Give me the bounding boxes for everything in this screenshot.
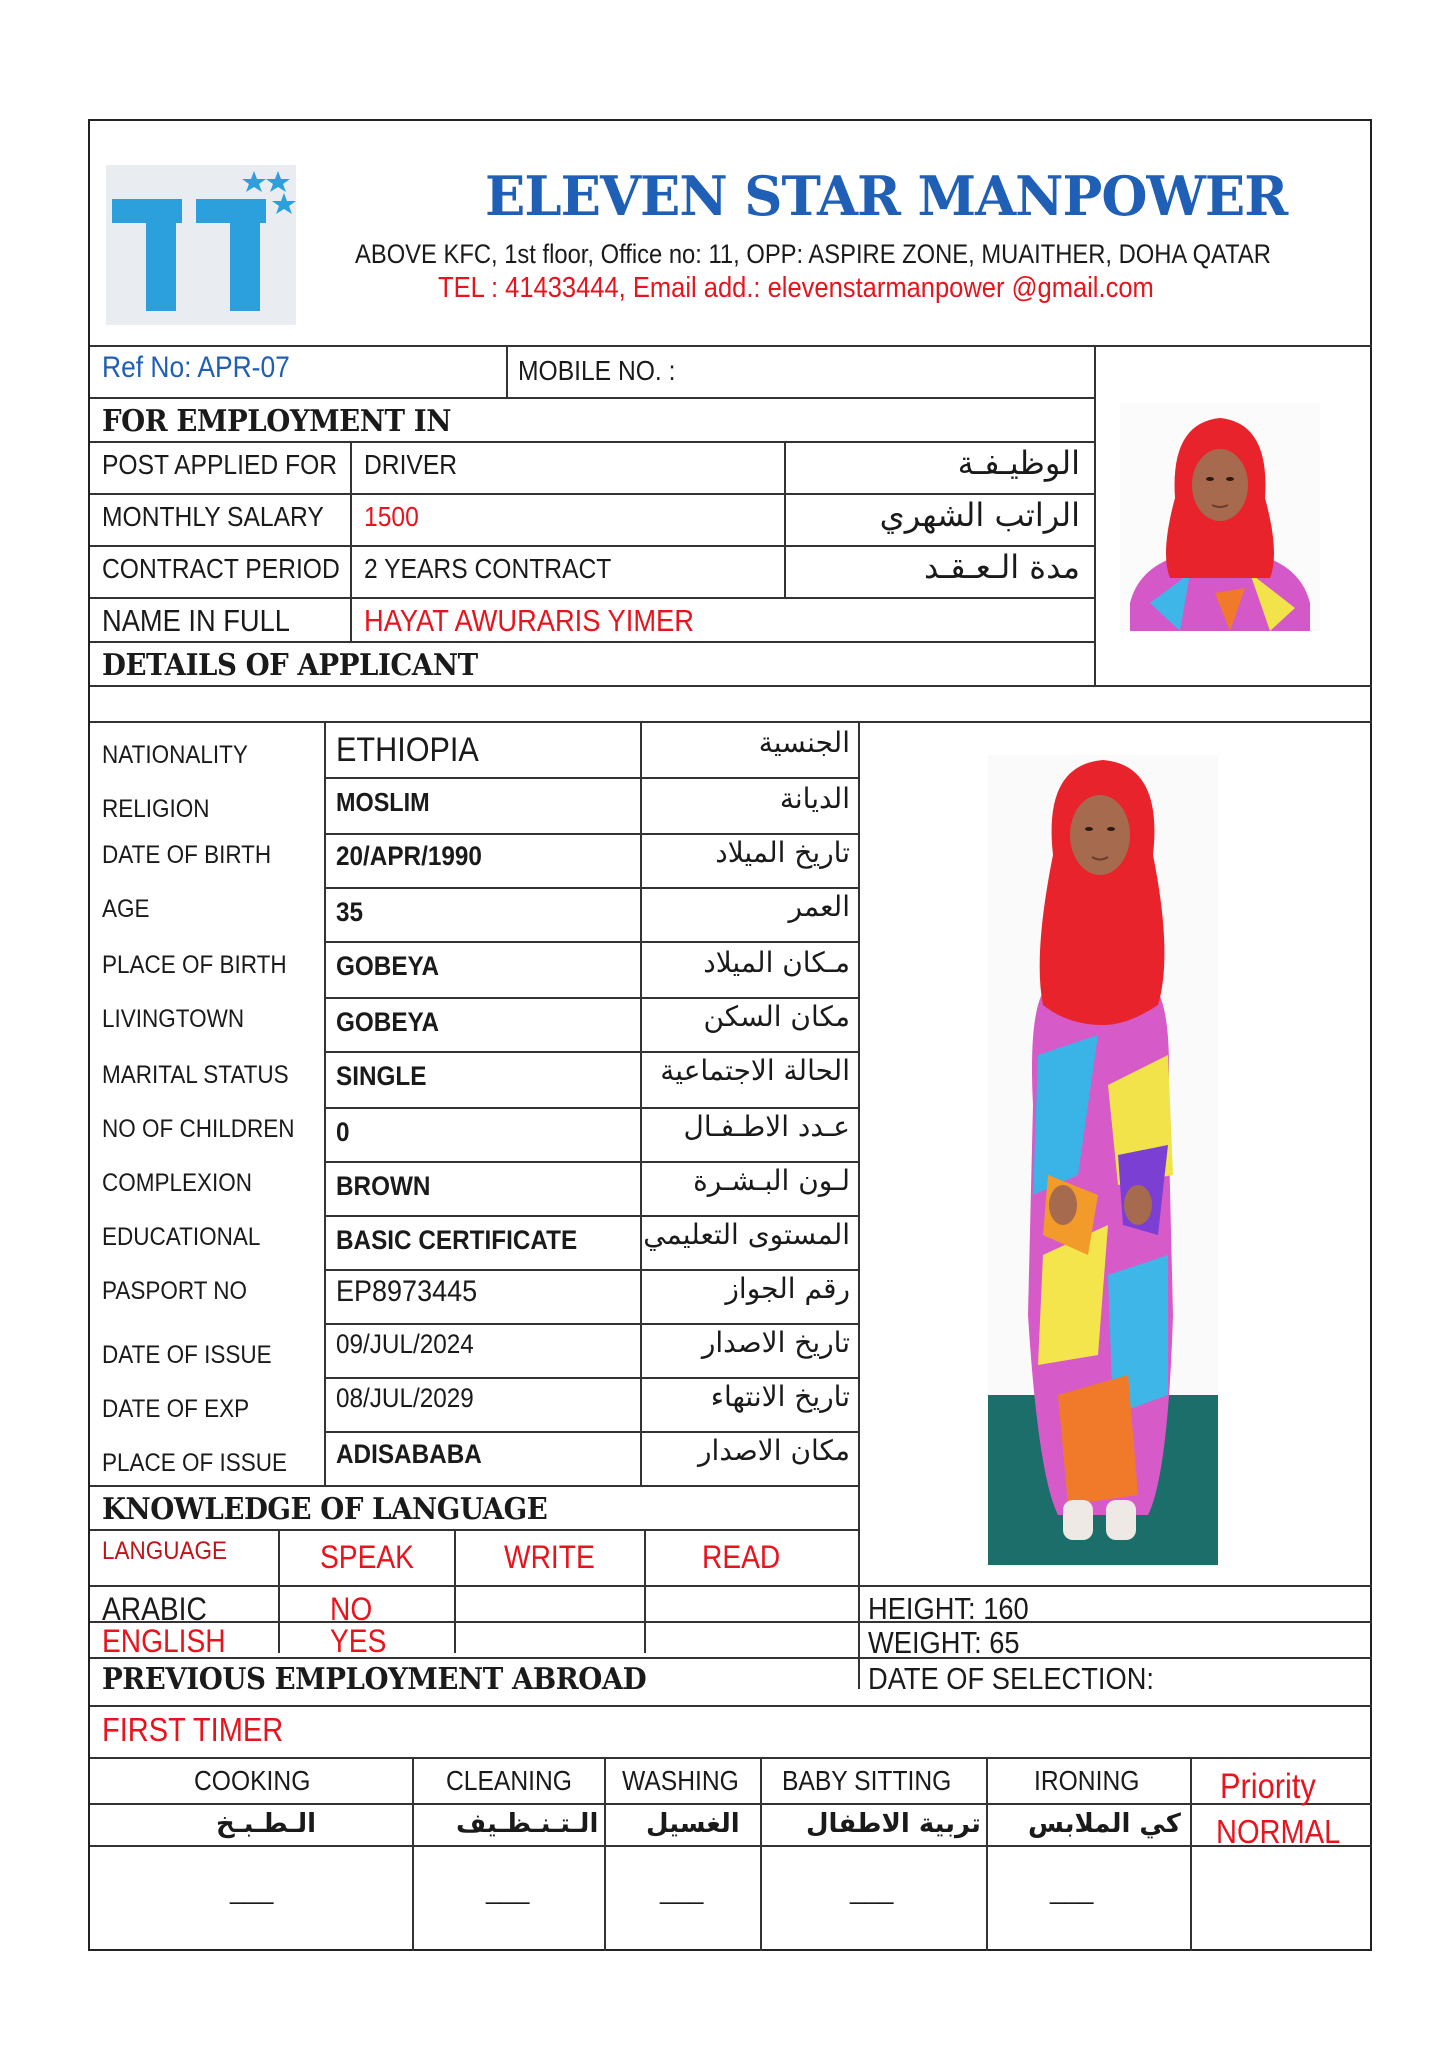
detail-arabic: تاريخ الميلاد [715,836,850,869]
detail-value: MOSLIM [336,787,430,817]
detail-value: 35 [336,897,364,927]
detail-arabic: عـدد الاطـفـال [683,1110,850,1143]
detail-label: LIVINGTOWN [102,1005,245,1033]
details-section-title: DETAILS OF APPLICANT [102,648,478,683]
previous-employment-value: FIRST TIMER [102,1711,284,1748]
detail-label: DATE OF ISSUE [102,1341,272,1369]
detail-value: ETHIOPIA [336,731,479,769]
detail-value: BASIC CERTIFICATE [336,1225,578,1255]
employment-label: CONTRACT PERIOD [102,553,340,584]
language-name: ENGLISH [102,1623,226,1659]
skill-arabic: الـطـبـخ [216,1809,317,1839]
detail-label: COMPLEXION [102,1169,253,1197]
language-header-speak: SPEAK [320,1539,414,1575]
employment-value: 1500 [364,501,419,532]
ref-number: Ref No: APR-07 [102,351,290,384]
company-contact: TEL : 41433444, Email add.: elevenstarmanpower @gmail.com [438,272,1154,304]
skill-arabic: الـتـنـظـيف [456,1809,599,1839]
detail-value: BROWN [336,1171,431,1201]
detail-arabic: مكان الاصدار [698,1434,850,1467]
detail-value: 08/JUL/2029 [336,1383,474,1413]
applicant-full-body-photo [988,755,1218,1565]
applicant-portrait-photo [1120,403,1320,631]
language-header-language: LANGUAGE [102,1537,228,1565]
detail-arabic: رقم الجواز [725,1272,850,1305]
detail-label: PASPORT NO [102,1277,248,1305]
skill-value: ___ [486,1875,530,1905]
priority-value: NORMAL [1216,1813,1341,1850]
detail-arabic: المستوى التعليمي [643,1218,850,1251]
detail-value: ADISABABA [336,1439,482,1469]
skill-label: WASHING [622,1765,739,1796]
employment-label: MONTHLY SALARY [102,501,324,532]
company-address: ABOVE KFC, 1st floor, Office no: 11, OPP: ASPIRE ZONE, MUAITHER, DOHA QATAR [355,239,1271,269]
skill-value: ___ [230,1875,274,1905]
detail-label: MARITAL STATUS [102,1061,289,1089]
language-speak: YES [330,1623,387,1659]
detail-arabic: مـكان الميلاد [703,946,850,979]
detail-arabic: الحالة الاجتماعية [660,1054,850,1087]
detail-label: PLACE OF BIRTH [102,951,287,979]
detail-arabic: تاريخ الانتهاء [710,1380,850,1413]
skill-label: BABY SITTING [782,1765,952,1796]
company-logo [106,165,296,325]
detail-arabic: تاريخ الاصدار [701,1326,850,1359]
detail-arabic: مكان السكن [703,1000,850,1033]
detail-value: 20/APR/1990 [336,841,482,871]
skill-label: CLEANING [446,1765,572,1796]
detail-value: 0 [336,1117,350,1147]
detail-label: RELIGION [102,795,210,823]
detail-arabic: الجنسية [758,726,850,759]
employment-section-title: FOR EMPLOYMENT IN [102,404,451,439]
detail-value: GOBEYA [336,951,440,981]
logo-eleven-icon [106,165,296,325]
detail-label: NO OF CHILDREN [102,1115,295,1143]
language-speak: NO [330,1591,373,1627]
detail-label: PLACE OF ISSUE [102,1449,288,1477]
skill-value: ___ [850,1875,894,1905]
name-value: HAYAT AWURARIS YIMER [364,603,694,638]
detail-arabic: الديانة [779,782,850,815]
name-label: NAME IN FULL [102,603,290,638]
height-value: HEIGHT: 160 [868,1591,1029,1626]
employment-arabic: مدة الـعـقـد [923,548,1080,586]
detail-value: SINGLE [336,1061,427,1091]
detail-value: EP8973445 [336,1275,478,1308]
detail-arabic: لـون البـشـرة [693,1164,850,1197]
employment-value: DRIVER [364,449,458,480]
skill-label: COOKING [194,1765,311,1796]
previous-employment-title: PREVIOUS EMPLOYMENT ABROAD [102,1662,647,1697]
weight-value: WEIGHT: 65 [868,1625,1020,1660]
detail-label: EDUCATIONAL [102,1223,261,1251]
detail-label: AGE [102,895,150,923]
detail-label: NATIONALITY [102,741,248,769]
detail-label: DATE OF EXP [102,1395,250,1423]
priority-label: Priority [1220,1767,1316,1806]
detail-arabic: العمر [788,890,850,923]
employment-arabic: الوظيـفـة [957,444,1080,482]
skill-value: ___ [1050,1875,1094,1905]
language-header-read: READ [702,1539,781,1575]
skill-arabic: الغسيل [646,1809,740,1839]
skill-arabic: كي الملابس [1028,1809,1181,1839]
employment-label: POST APPLIED FOR [102,449,338,480]
language-section-title: KNOWLEDGE OF LANGUAGE [102,1492,548,1527]
skill-label: IRONING [1034,1765,1140,1796]
employment-arabic: الراتب الشهري [879,496,1080,534]
company-name: ELEVEN STAR MANPOWER [485,164,1288,228]
detail-value: 09/JUL/2024 [336,1329,474,1359]
skill-arabic: تربية الاطفال [806,1809,981,1839]
detail-label: DATE OF BIRTH [102,841,272,869]
employment-value: 2 YEARS CONTRACT [364,553,612,584]
language-header-write: WRITE [504,1539,595,1575]
mobile-label: MOBILE NO. : [518,355,676,386]
detail-value: GOBEYA [336,1007,440,1037]
language-name: ARABIC [102,1591,207,1627]
date-of-selection-label: DATE OF SELECTION: [868,1661,1154,1696]
application-form [88,119,1372,1951]
skill-value: ___ [660,1875,704,1905]
